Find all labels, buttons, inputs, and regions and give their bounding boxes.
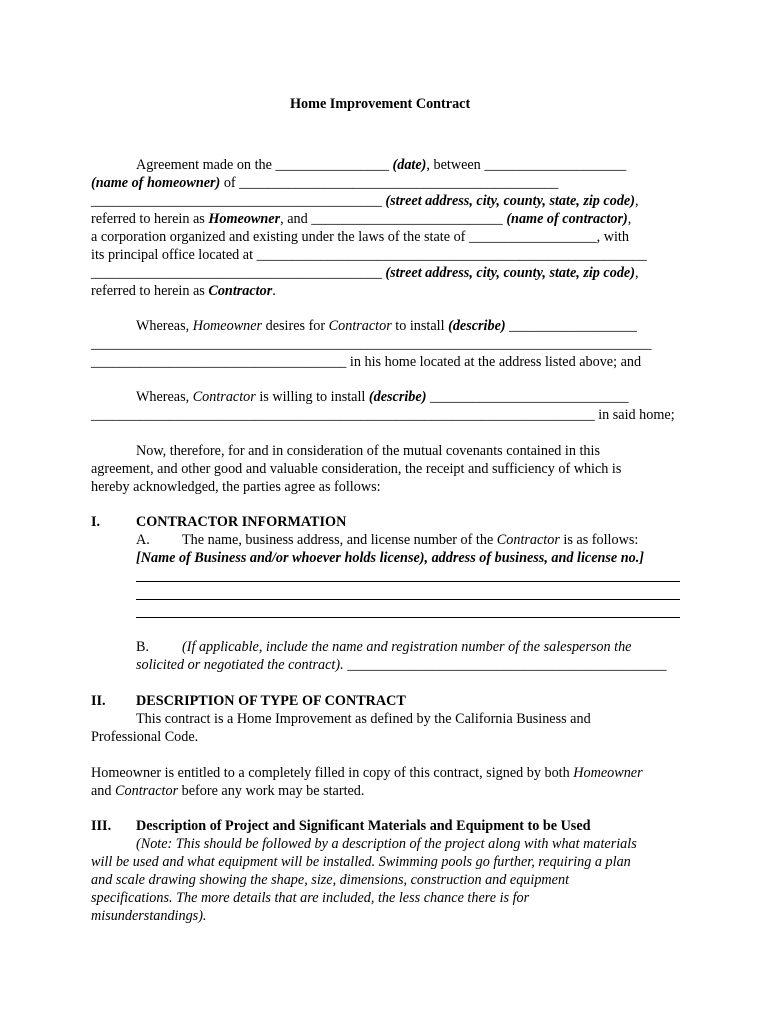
whereas-1-blank: __________________ xyxy=(505,318,637,334)
whereas-1-homeowner: Homeowner xyxy=(192,318,263,334)
section-3-heading: Description of Project and Significant Materials and Equipment to be Used xyxy=(136,818,591,834)
agreement-line-4 xyxy=(91,210,631,228)
section-2-p2-post: before any work may be started. xyxy=(178,783,365,799)
whereas-2-pre: Whereas, xyxy=(136,389,193,405)
whereas-1-mid: desires for xyxy=(262,318,329,334)
whereas-1-line-2: _______________________________________________________________________________ xyxy=(91,336,652,352)
agreement-line-2 xyxy=(91,174,558,192)
section-3-note-5: misunderstandings). xyxy=(91,908,207,924)
contractor-info-line-3 xyxy=(136,617,680,618)
section-1-number: I. xyxy=(91,514,101,530)
section-2-heading: DESCRIPTION OF TYPE OF CONTRACT xyxy=(136,693,406,709)
now-therefore-line-3: hereby acknowledged, the parties agree as follows: xyxy=(91,479,381,495)
section-2-p2-and: and xyxy=(91,783,116,799)
whereas-1-line-3: ____________________________________ in his home located at the address listed above; and xyxy=(91,354,642,370)
contractor-address-blank: _________________________________________ xyxy=(91,265,386,281)
section-1-a-text-pre: The name, business address, and license number of the xyxy=(182,532,497,548)
section-2-line-1: This contract is a Home Improvement as defined by the California Business and xyxy=(136,711,591,727)
section-2-p2-homeowner: Homeowner xyxy=(573,765,643,781)
whereas-2-describe-label: (describe) xyxy=(368,389,427,405)
name-of-contractor-label: (name of contractor) xyxy=(506,211,628,227)
homeowner-term: Homeowner xyxy=(208,211,281,227)
section-2-p2-contractor: Contractor xyxy=(115,783,179,799)
contractor-info-line-1 xyxy=(136,581,680,582)
now-therefore-line-1: Now, therefore, for and in consideration of the mutual covenants contained in this xyxy=(136,443,600,459)
section-2-p2-line-1 xyxy=(91,764,643,782)
now-therefore-line-2: agreement, and other good and valuable consideration, the receipt and sufficiency of which is xyxy=(91,461,622,477)
comma-1: , xyxy=(634,193,639,209)
agreement-line-7 xyxy=(91,264,639,282)
section-2-number: II. xyxy=(91,693,106,709)
section-1-b-blank: _____________________________________________ xyxy=(343,657,667,673)
whereas-1-to-install: to install xyxy=(391,318,449,334)
agreement-made-text: Agreement made on the ________________ xyxy=(136,157,393,173)
section-1-b-line-1: (If applicable, include the name and registration number of the salesperson the xyxy=(182,639,632,655)
section-1-a-text xyxy=(182,531,638,549)
comma-2: , xyxy=(627,211,632,227)
section-1-a-text-post: is as follows: xyxy=(559,532,639,548)
whereas-2-mid: is willing to install xyxy=(255,389,369,405)
section-3-note-3: and scale drawing showing the shape, size, dimensions, construction and equipment xyxy=(91,872,570,888)
section-1-a-contractor: Contractor xyxy=(496,532,560,548)
agreement-line-6: its principal office located at _______________________________________________________ xyxy=(91,247,647,263)
street-address-label-1: (street address, city, county, state, zip code) xyxy=(385,193,635,209)
section-1-b-line-2-text: solicited or negotiated the contract). xyxy=(136,657,344,673)
between-text: , between ____________________ xyxy=(426,157,627,173)
whereas-1-describe-label: (describe) xyxy=(448,318,506,334)
agreement-line-5: a corporation organized and existing under the laws of the state of __________________, with xyxy=(91,229,629,245)
date-label: (date) xyxy=(392,157,427,173)
name-of-homeowner-label: (name of homeowner) xyxy=(91,175,221,191)
of-text: of _____________________________________________ xyxy=(220,175,559,191)
section-1-b-label: B. xyxy=(136,639,150,655)
whereas-2-blank: ____________________________ xyxy=(426,389,629,405)
whereas-1-line-1 xyxy=(136,317,637,335)
agreement-line-8 xyxy=(91,282,276,300)
street-address-label-2: (street address, city, county, state, zip code) xyxy=(385,265,635,281)
comma-3: , xyxy=(634,265,639,281)
section-3-note-1: (Note: This should be followed by a description of the project along with what materials xyxy=(136,836,637,852)
and-blank-text: , and ___________________________ xyxy=(280,211,507,227)
contractor-term: Contractor xyxy=(208,283,273,299)
section-3-note-4: specifications. The more details that are included, the less chance there is for xyxy=(91,890,530,906)
section-1-heading: CONTRACTOR INFORMATION xyxy=(136,514,347,530)
section-3-number: III. xyxy=(91,818,112,834)
whereas-2-contractor: Contractor xyxy=(192,389,256,405)
referred-homeowner-text: referred to herein as xyxy=(91,211,209,227)
section-2-p2-line-2 xyxy=(91,782,364,800)
section-2-p2-pre: Homeowner is entitled to a completely filled in copy of this contract, signed by both xyxy=(91,765,574,781)
whereas-2-line-1 xyxy=(136,388,629,406)
agreement-line-3 xyxy=(91,192,639,210)
whereas-2-line-2: _______________________________________________________________________ in said home; xyxy=(91,407,675,423)
whereas-1-pre: Whereas, xyxy=(136,318,193,334)
period-1: . xyxy=(272,283,276,299)
section-1-b-line-2 xyxy=(136,656,666,674)
section-1-a-label: A. xyxy=(136,532,150,548)
referred-contractor-text: referred to herein as xyxy=(91,283,209,299)
section-3-note-2: will be used and what equipment will be installed. Swimming pools go further, requiring a plan xyxy=(91,854,631,870)
homeowner-address-blank: _________________________________________ xyxy=(91,193,386,209)
section-2-line-2: Professional Code. xyxy=(91,729,199,745)
contractor-info-line-2 xyxy=(136,599,680,600)
section-1-a-bracket: [Name of Business and/or whoever holds license), address of business, and license no.] xyxy=(136,550,645,566)
document-title: Home Improvement Contract xyxy=(290,96,471,112)
agreement-line-1 xyxy=(136,156,626,174)
whereas-1-contractor: Contractor xyxy=(328,318,392,334)
